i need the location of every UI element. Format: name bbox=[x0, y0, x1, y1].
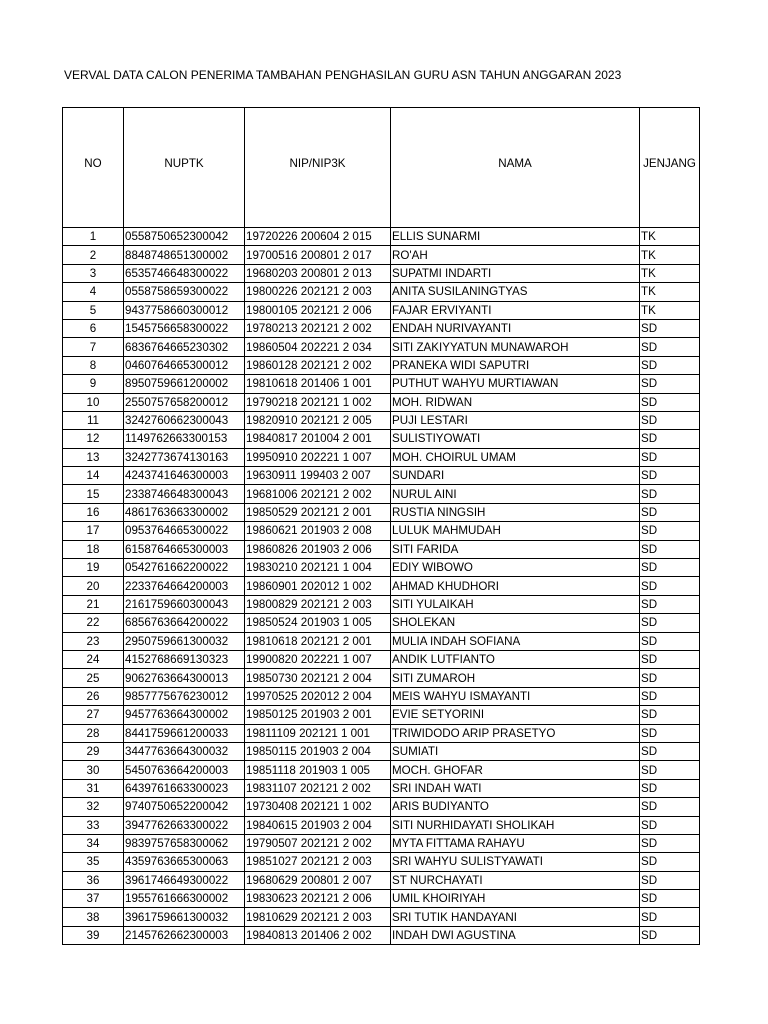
cell-nama: ANITA SUSILANINGTYAS bbox=[391, 283, 640, 301]
cell-nama: LULUK MAHMUDAH bbox=[391, 522, 640, 540]
cell-nip: 19830210 202121 1 004 bbox=[245, 559, 391, 577]
cell-nip: 19851118 201903 1 005 bbox=[245, 761, 391, 779]
cell-no: 33 bbox=[63, 816, 124, 834]
cell-nama: TRIWIDODO ARIP PRASETYO bbox=[391, 724, 640, 742]
table-row bbox=[63, 228, 700, 246]
cell-no: 11 bbox=[63, 411, 124, 429]
cell-no: 20 bbox=[63, 577, 124, 595]
cell-nip: 19730408 202121 1 002 bbox=[245, 798, 391, 816]
cell-no: 26 bbox=[63, 687, 124, 705]
table-row bbox=[63, 448, 700, 466]
table-row bbox=[63, 559, 700, 577]
cell-nama: SUPATMI INDARTI bbox=[391, 264, 640, 282]
cell-jenjang: TK bbox=[640, 264, 700, 282]
cell-nip: 19810618 202121 2 001 bbox=[245, 632, 391, 650]
cell-no: 37 bbox=[63, 890, 124, 908]
cell-no: 38 bbox=[63, 908, 124, 926]
cell-nama: SITI NURHIDAYATI SHOLIKAH bbox=[391, 816, 640, 834]
table-row bbox=[63, 430, 700, 448]
document-title: VERVAL DATA CALON PENERIMA TAMBAHAN PENGHASILAN GURU ASN TAHUN ANGGARAN 2023 bbox=[64, 68, 622, 82]
cell-no: 2 bbox=[63, 246, 124, 264]
cell-nip: 19720226 200604 2 015 bbox=[245, 228, 391, 246]
cell-nip: 19700516 200801 2 017 bbox=[245, 246, 391, 264]
cell-nuptk: 3961759661300032 bbox=[124, 908, 245, 926]
cell-no: 18 bbox=[63, 540, 124, 558]
cell-nama: SITI ZUMAROH bbox=[391, 669, 640, 687]
cell-no: 31 bbox=[63, 779, 124, 797]
cell-jenjang: SD bbox=[640, 687, 700, 705]
cell-jenjang: SD bbox=[640, 908, 700, 926]
cell-jenjang: SD bbox=[640, 632, 700, 650]
cell-nama: SUMIATI bbox=[391, 742, 640, 760]
cell-jenjang: SD bbox=[640, 742, 700, 760]
cell-nip: 19840813 201406 2 002 bbox=[245, 926, 391, 944]
cell-nuptk: 6158764665300003 bbox=[124, 540, 245, 558]
cell-nip: 19810618 201406 1 001 bbox=[245, 375, 391, 393]
cell-jenjang: SD bbox=[640, 761, 700, 779]
cell-nuptk: 4152768669130323 bbox=[124, 650, 245, 668]
cell-nip: 19790507 202121 2 002 bbox=[245, 834, 391, 852]
cell-nuptk: 0558758659300022 bbox=[124, 283, 245, 301]
table-row bbox=[63, 283, 700, 301]
cell-no: 23 bbox=[63, 632, 124, 650]
teacher-data-table bbox=[62, 107, 700, 945]
cell-nama: SHOLEKAN bbox=[391, 614, 640, 632]
cell-no: 34 bbox=[63, 834, 124, 852]
cell-jenjang: SD bbox=[640, 338, 700, 356]
table-row bbox=[63, 669, 700, 687]
cell-nuptk: 1149762663300153 bbox=[124, 430, 245, 448]
cell-jenjang: SD bbox=[640, 595, 700, 613]
table-row bbox=[63, 834, 700, 852]
header-nuptk: NUPTK bbox=[124, 108, 245, 228]
cell-nip: 19900820 202221 1 007 bbox=[245, 650, 391, 668]
cell-nuptk: 3961746649300022 bbox=[124, 871, 245, 889]
cell-nuptk: 9740750652200042 bbox=[124, 798, 245, 816]
cell-nip: 19950910 202221 1 007 bbox=[245, 448, 391, 466]
cell-nip: 19851027 202121 2 003 bbox=[245, 853, 391, 871]
table-row bbox=[63, 926, 700, 944]
cell-jenjang: SD bbox=[640, 522, 700, 540]
cell-jenjang: SD bbox=[640, 706, 700, 724]
cell-nuptk: 2338746648300043 bbox=[124, 485, 245, 503]
cell-jenjang: SD bbox=[640, 577, 700, 595]
cell-nuptk: 1955761666300002 bbox=[124, 890, 245, 908]
cell-no: 5 bbox=[63, 301, 124, 319]
cell-jenjang: SD bbox=[640, 816, 700, 834]
cell-nama: SULISTIYOWATI bbox=[391, 430, 640, 448]
cell-no: 21 bbox=[63, 595, 124, 613]
table-row bbox=[63, 356, 700, 374]
cell-jenjang: SD bbox=[640, 890, 700, 908]
cell-nama: UMIL KHOIRIYAH bbox=[391, 890, 640, 908]
cell-nip: 19811109 202121 1 001 bbox=[245, 724, 391, 742]
cell-nama: MEIS WAHYU ISMAYANTI bbox=[391, 687, 640, 705]
table-row bbox=[63, 485, 700, 503]
cell-no: 10 bbox=[63, 393, 124, 411]
header-nama: NAMA bbox=[391, 108, 640, 228]
cell-no: 16 bbox=[63, 503, 124, 521]
cell-jenjang: SD bbox=[640, 411, 700, 429]
cell-nuptk: 9857775676230012 bbox=[124, 687, 245, 705]
cell-nama: ANDIK LUTFIANTO bbox=[391, 650, 640, 668]
cell-nuptk: 2550757658200012 bbox=[124, 393, 245, 411]
table-row bbox=[63, 375, 700, 393]
cell-no: 7 bbox=[63, 338, 124, 356]
cell-jenjang: SD bbox=[640, 559, 700, 577]
table-row bbox=[63, 577, 700, 595]
cell-nuptk: 3447763664300032 bbox=[124, 742, 245, 760]
table-row bbox=[63, 632, 700, 650]
cell-nuptk: 8848748651300002 bbox=[124, 246, 245, 264]
cell-nama: SITI YULAIKAH bbox=[391, 595, 640, 613]
cell-nip: 19860901 202012 1 002 bbox=[245, 577, 391, 595]
cell-jenjang: SD bbox=[640, 834, 700, 852]
cell-nuptk: 6439761663300023 bbox=[124, 779, 245, 797]
cell-jenjang: SD bbox=[640, 779, 700, 797]
cell-no: 25 bbox=[63, 669, 124, 687]
cell-nip: 19860128 202121 2 002 bbox=[245, 356, 391, 374]
table-row bbox=[63, 246, 700, 264]
cell-jenjang: SD bbox=[640, 926, 700, 944]
cell-no: 8 bbox=[63, 356, 124, 374]
cell-no: 36 bbox=[63, 871, 124, 889]
cell-nip: 19630911 199403 2 007 bbox=[245, 467, 391, 485]
cell-nuptk: 6836764665230302 bbox=[124, 338, 245, 356]
table-row bbox=[63, 264, 700, 282]
cell-nuptk: 3242760662300043 bbox=[124, 411, 245, 429]
table-row bbox=[63, 467, 700, 485]
header-jenjang: JENJANG bbox=[640, 108, 700, 228]
cell-nuptk: 0460764665300012 bbox=[124, 356, 245, 374]
cell-nip: 19790218 202121 1 002 bbox=[245, 393, 391, 411]
table-row bbox=[63, 540, 700, 558]
cell-no: 15 bbox=[63, 485, 124, 503]
cell-nuptk: 8950759661200002 bbox=[124, 375, 245, 393]
cell-jenjang: SD bbox=[640, 853, 700, 871]
cell-nuptk: 4359763665300063 bbox=[124, 853, 245, 871]
cell-nama: PUTHUT WAHYU MURTIAWAN bbox=[391, 375, 640, 393]
cell-nama: AHMAD KHUDHORI bbox=[391, 577, 640, 595]
cell-no: 12 bbox=[63, 430, 124, 448]
table-row bbox=[63, 411, 700, 429]
cell-nuptk: 0542761662200022 bbox=[124, 559, 245, 577]
cell-nuptk: 9839757658300062 bbox=[124, 834, 245, 852]
cell-nip: 19850730 202121 2 004 bbox=[245, 669, 391, 687]
cell-jenjang: SD bbox=[640, 319, 700, 337]
cell-nuptk: 1545756658300022 bbox=[124, 319, 245, 337]
cell-nip: 19970525 202012 2 004 bbox=[245, 687, 391, 705]
cell-jenjang: TK bbox=[640, 246, 700, 264]
cell-nip: 19680629 200801 2 007 bbox=[245, 871, 391, 889]
table-row bbox=[63, 798, 700, 816]
cell-jenjang: TK bbox=[640, 301, 700, 319]
cell-nuptk: 2233764664200003 bbox=[124, 577, 245, 595]
cell-nuptk: 2950759661300032 bbox=[124, 632, 245, 650]
cell-jenjang: SD bbox=[640, 650, 700, 668]
cell-nip: 19850115 201903 2 004 bbox=[245, 742, 391, 760]
cell-nama: SUNDARI bbox=[391, 467, 640, 485]
table-row bbox=[63, 687, 700, 705]
table-header-row bbox=[63, 108, 700, 228]
cell-no: 4 bbox=[63, 283, 124, 301]
cell-nip: 19860504 202221 2 034 bbox=[245, 338, 391, 356]
cell-nip: 19800226 202121 2 003 bbox=[245, 283, 391, 301]
cell-nama: ARIS BUDIYANTO bbox=[391, 798, 640, 816]
cell-jenjang: SD bbox=[640, 430, 700, 448]
cell-jenjang: SD bbox=[640, 448, 700, 466]
cell-no: 22 bbox=[63, 614, 124, 632]
table-row bbox=[63, 319, 700, 337]
cell-nama: PRANEKA WIDI SAPUTRI bbox=[391, 356, 640, 374]
cell-nama: RUSTIA NINGSIH bbox=[391, 503, 640, 521]
cell-no: 29 bbox=[63, 742, 124, 760]
cell-nip: 19830623 202121 2 006 bbox=[245, 890, 391, 908]
cell-nama: MOH. CHOIRUL UMAM bbox=[391, 448, 640, 466]
table-row bbox=[63, 503, 700, 521]
table-row bbox=[63, 761, 700, 779]
cell-no: 14 bbox=[63, 467, 124, 485]
cell-nip: 19780213 202121 2 002 bbox=[245, 319, 391, 337]
cell-nama: SITI ZAKIYYATUN MUNAWAROH bbox=[391, 338, 640, 356]
header-nip: NIP/NIP3K bbox=[245, 108, 391, 228]
cell-no: 13 bbox=[63, 448, 124, 466]
table-row bbox=[63, 908, 700, 926]
cell-jenjang: SD bbox=[640, 871, 700, 889]
cell-jenjang: SD bbox=[640, 798, 700, 816]
cell-jenjang: SD bbox=[640, 669, 700, 687]
cell-nuptk: 6856763664200022 bbox=[124, 614, 245, 632]
cell-no: 1 bbox=[63, 228, 124, 246]
cell-nuptk: 9457763664300002 bbox=[124, 706, 245, 724]
cell-no: 6 bbox=[63, 319, 124, 337]
cell-nuptk: 3242773674130163 bbox=[124, 448, 245, 466]
table-row bbox=[63, 779, 700, 797]
table-row bbox=[63, 338, 700, 356]
cell-nama: SRI INDAH WATI bbox=[391, 779, 640, 797]
cell-jenjang: SD bbox=[640, 485, 700, 503]
cell-nip: 19680203 200801 2 013 bbox=[245, 264, 391, 282]
cell-nama: ENDAH NURIVAYANTI bbox=[391, 319, 640, 337]
table-row bbox=[63, 595, 700, 613]
cell-nama: MOCH. GHOFAR bbox=[391, 761, 640, 779]
cell-nip: 19850524 201903 1 005 bbox=[245, 614, 391, 632]
table-row bbox=[63, 724, 700, 742]
cell-jenjang: SD bbox=[640, 614, 700, 632]
cell-nuptk: 4243741646300003 bbox=[124, 467, 245, 485]
cell-nama: NURUL AINI bbox=[391, 485, 640, 503]
cell-nip: 19840615 201903 2 004 bbox=[245, 816, 391, 834]
cell-jenjang: SD bbox=[640, 724, 700, 742]
cell-nip: 19840817 201004 2 001 bbox=[245, 430, 391, 448]
cell-nama: SITI FARIDA bbox=[391, 540, 640, 558]
cell-nama: ST NURCHAYATI bbox=[391, 871, 640, 889]
cell-no: 3 bbox=[63, 264, 124, 282]
cell-no: 28 bbox=[63, 724, 124, 742]
cell-jenjang: TK bbox=[640, 283, 700, 301]
cell-nuptk: 8441759661200033 bbox=[124, 724, 245, 742]
cell-jenjang: SD bbox=[640, 393, 700, 411]
cell-nip: 19860826 201903 2 006 bbox=[245, 540, 391, 558]
cell-nip: 19681006 202121 2 002 bbox=[245, 485, 391, 503]
table-row bbox=[63, 301, 700, 319]
cell-nama: FAJAR ERVIYANTI bbox=[391, 301, 640, 319]
cell-nip: 19850529 202121 2 001 bbox=[245, 503, 391, 521]
cell-no: 35 bbox=[63, 853, 124, 871]
header-no: NO bbox=[63, 108, 124, 228]
table-row bbox=[63, 614, 700, 632]
table-row bbox=[63, 871, 700, 889]
cell-nuptk: 5450763664200003 bbox=[124, 761, 245, 779]
cell-nama: MYTA FITTAMA RAHAYU bbox=[391, 834, 640, 852]
cell-nama: RO'AH bbox=[391, 246, 640, 264]
cell-no: 17 bbox=[63, 522, 124, 540]
cell-nama: INDAH DWI AGUSTINA bbox=[391, 926, 640, 944]
cell-no: 39 bbox=[63, 926, 124, 944]
cell-nuptk: 4861763663300002 bbox=[124, 503, 245, 521]
cell-nip: 19831107 202121 2 002 bbox=[245, 779, 391, 797]
cell-nama: PUJI LESTARI bbox=[391, 411, 640, 429]
cell-jenjang: TK bbox=[640, 228, 700, 246]
cell-no: 32 bbox=[63, 798, 124, 816]
cell-nama: EDIY WIBOWO bbox=[391, 559, 640, 577]
cell-nuptk: 2145762662300003 bbox=[124, 926, 245, 944]
table-row bbox=[63, 650, 700, 668]
table-row bbox=[63, 706, 700, 724]
table-row bbox=[63, 522, 700, 540]
cell-jenjang: SD bbox=[640, 540, 700, 558]
cell-no: 9 bbox=[63, 375, 124, 393]
cell-nuptk: 3947762663300022 bbox=[124, 816, 245, 834]
table-row bbox=[63, 890, 700, 908]
cell-jenjang: SD bbox=[640, 503, 700, 521]
cell-nama: ELLIS SUNARMI bbox=[391, 228, 640, 246]
cell-nip: 19800105 202121 2 006 bbox=[245, 301, 391, 319]
cell-nama: EVIE SETYORINI bbox=[391, 706, 640, 724]
cell-nuptk: 6535746648300022 bbox=[124, 264, 245, 282]
cell-nuptk: 2161759660300043 bbox=[124, 595, 245, 613]
cell-nuptk: 9437758660300012 bbox=[124, 301, 245, 319]
cell-jenjang: SD bbox=[640, 467, 700, 485]
table-row bbox=[63, 742, 700, 760]
cell-nip: 19850125 201903 2 001 bbox=[245, 706, 391, 724]
cell-nama: SRI WAHYU SULISTYAWATI bbox=[391, 853, 640, 871]
cell-no: 30 bbox=[63, 761, 124, 779]
cell-nama: SRI TUTIK HANDAYANI bbox=[391, 908, 640, 926]
cell-nip: 19820910 202121 2 005 bbox=[245, 411, 391, 429]
cell-jenjang: SD bbox=[640, 375, 700, 393]
cell-nama: MOH. RIDWAN bbox=[391, 393, 640, 411]
cell-nuptk: 0558750652300042 bbox=[124, 228, 245, 246]
cell-no: 19 bbox=[63, 559, 124, 577]
table-row bbox=[63, 853, 700, 871]
cell-nuptk: 9062763664300013 bbox=[124, 669, 245, 687]
cell-no: 24 bbox=[63, 650, 124, 668]
cell-nip: 19800829 202121 2 003 bbox=[245, 595, 391, 613]
table-row bbox=[63, 393, 700, 411]
cell-no: 27 bbox=[63, 706, 124, 724]
cell-nama: MULIA INDAH SOFIANA bbox=[391, 632, 640, 650]
cell-nip: 19810629 202121 2 003 bbox=[245, 908, 391, 926]
table-row bbox=[63, 816, 700, 834]
cell-nip: 19860621 201903 2 008 bbox=[245, 522, 391, 540]
cell-jenjang: SD bbox=[640, 356, 700, 374]
cell-nuptk: 0953764665300022 bbox=[124, 522, 245, 540]
